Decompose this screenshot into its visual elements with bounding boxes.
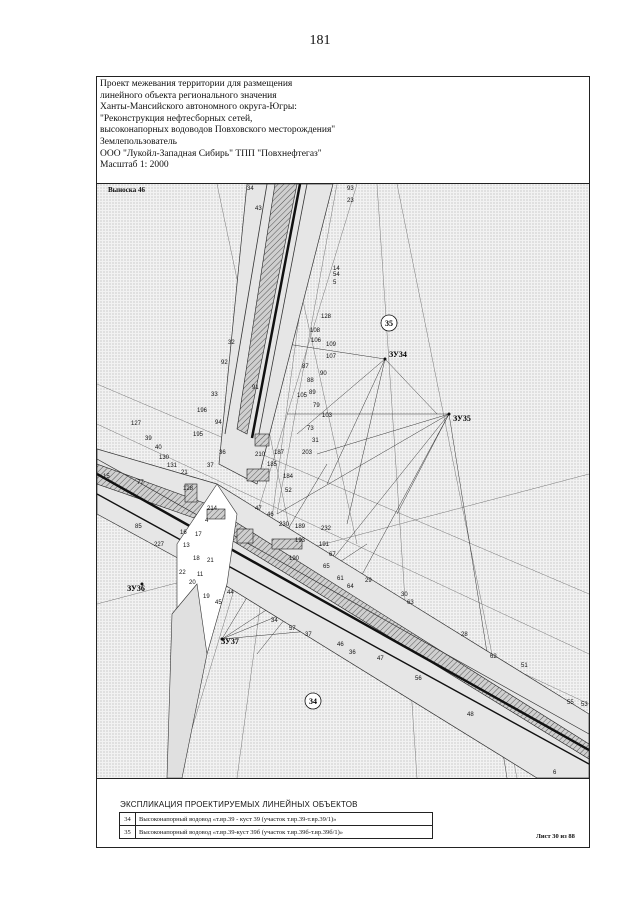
point-number-label: 64	[347, 584, 354, 590]
point-number-label: 106	[311, 338, 322, 344]
legend-divider	[97, 778, 589, 779]
point-number-label: 210	[255, 452, 266, 458]
point-number-label: 16	[180, 530, 187, 536]
title-line: Ханты-Мансийского автономного округа-Югры:	[100, 102, 297, 113]
point-number-label: 5	[333, 280, 337, 286]
point-number-label: 52	[285, 488, 292, 494]
point-number-label: 193	[295, 538, 306, 544]
scale-label: Масштаб 1: 2000	[100, 160, 169, 171]
point-number-label: 34	[271, 618, 278, 624]
point-number-label: 36	[219, 450, 226, 456]
point-number-label: 79	[313, 403, 320, 409]
point-number-label: 57	[289, 626, 296, 632]
point-number-label: 91	[252, 385, 259, 391]
point-number-label: 30	[401, 592, 408, 598]
point-number-label: 185	[267, 462, 278, 468]
point-number-label: 56	[415, 676, 422, 682]
point-number-label: 232	[321, 526, 332, 532]
point-number-label: 43	[255, 206, 262, 212]
legend-description: Высоконапорный водовод «т.вр.39 - куст 39 (участок т.вр.39-т.вр.39/1)»	[136, 813, 433, 826]
point-number-label: 46	[267, 512, 274, 518]
point-number-label: 11	[197, 572, 204, 578]
point-number-label: 85	[135, 524, 142, 530]
point-number-label: 51	[521, 663, 528, 669]
title-line: линейного объекта регионального значения	[100, 90, 277, 101]
point-number-label: 108	[310, 328, 321, 334]
point-number-label: 47	[255, 506, 262, 512]
point-number-label: 227	[154, 542, 165, 548]
point-number-label: 32	[228, 340, 235, 346]
land-user-name: ООО "Лукойл-Западная Сибирь" ТПП "Повхнефтегаз"	[100, 148, 322, 159]
point-number-label: 128	[321, 314, 332, 320]
point-number-label: 4	[205, 518, 209, 524]
point-number-label: 184	[283, 474, 294, 480]
point-number-label: 128	[183, 486, 194, 492]
page-number: 181	[309, 33, 331, 48]
map-drawing	[97, 184, 589, 778]
title-line: высоконапорных водоводов Повховского месторождения"	[100, 125, 336, 136]
point-number-label: 73	[307, 426, 314, 432]
zone-label-zu36: ЗУ36	[127, 584, 145, 593]
legend-row	[120, 813, 433, 826]
point-number-label: 90	[320, 371, 327, 377]
point-number-label: 195	[193, 432, 204, 438]
point-number-label: 61	[337, 576, 344, 582]
point-number-label: 37	[305, 632, 312, 638]
point-number-label: 34	[247, 186, 254, 192]
legend-title: ЭКСПЛИКАЦИЯ ПРОЕКТИРУЕМЫХ ЛИНЕЙНЫХ ОБЪЕКТОВ	[120, 800, 358, 809]
point-number-label: 48	[467, 712, 474, 718]
point-number-label: 45	[215, 600, 222, 606]
point-number-label: 14	[333, 266, 340, 272]
point-number-label: 15	[103, 474, 110, 480]
point-number-label: 31	[312, 438, 319, 444]
point-number-label: 230	[279, 522, 290, 528]
point-number-label: 65	[323, 564, 330, 570]
title-block	[100, 79, 385, 172]
point-number-label: 189	[295, 524, 306, 530]
point-number-label: 54	[333, 272, 340, 278]
circle-label-34: 34	[309, 697, 317, 706]
point-number-label: 36	[349, 650, 356, 656]
point-number-label: 87	[302, 364, 309, 370]
point-number-label: 55	[567, 700, 574, 706]
point-number-label: 53	[581, 702, 588, 708]
point-number-label: 77	[137, 480, 144, 486]
point-number-label: 6	[553, 770, 557, 776]
point-number-label: 62	[490, 654, 497, 660]
point-number-label: 46	[337, 642, 344, 648]
cadastral-map	[97, 184, 589, 778]
point-number-label: 107	[326, 354, 337, 360]
point-number-label: 19	[203, 594, 210, 600]
land-user-label: Землепользователь	[100, 136, 177, 147]
point-number-label: 21	[207, 558, 214, 564]
legend-row	[120, 826, 433, 839]
point-number-label: 17	[195, 532, 202, 538]
legend-description: Высоконапорный водовод «т.вр.39-куст 39б (участок т.вр.39б-т.вр.39б/1)»	[136, 826, 433, 839]
point-number-label: 63	[407, 600, 414, 606]
point-number-label: 93	[347, 186, 354, 192]
point-number-label: 203	[302, 450, 313, 456]
point-number-label: 92	[221, 360, 228, 366]
point-number-label: 89	[309, 390, 316, 396]
point-number-label: 20	[189, 580, 196, 586]
inset-label: Выноска 46	[108, 186, 145, 194]
point-number-label: 22	[179, 570, 186, 576]
circle-label-35: 35	[385, 319, 393, 328]
point-number-label: 67	[329, 552, 336, 558]
legend-number: 35	[120, 826, 136, 839]
title-line: Проект межевания территории для размещения	[100, 79, 293, 89]
point-number-label: 33	[211, 392, 218, 398]
point-number-label: 47	[377, 656, 384, 662]
point-number-label: 39	[145, 436, 152, 442]
point-number-label: 37	[207, 463, 214, 469]
title-line: "Реконструкция нефтесборных сетей,	[100, 113, 253, 124]
zone-label-zu35: ЗУ35	[453, 414, 471, 423]
point-number-label: 187	[274, 450, 285, 456]
point-number-label: 103	[322, 413, 333, 419]
point-number-label: 130	[159, 455, 170, 461]
point-number-label: 13	[183, 543, 190, 549]
point-number-label: 23	[347, 198, 354, 204]
sheet-number: Лист 30 из 88	[536, 833, 575, 840]
zone-label-zu37: ЗУ37	[221, 637, 239, 646]
point-number-label: 28	[461, 632, 468, 638]
point-number-label: 21	[181, 470, 188, 476]
legend-number: 34	[120, 813, 136, 826]
point-number-label: 88	[307, 378, 314, 384]
point-number-label: 190	[289, 556, 300, 562]
legend-table	[119, 812, 433, 839]
zone-label-zu34: ЗУ34	[389, 350, 407, 359]
point-number-label: 44	[227, 590, 234, 596]
point-number-label: 40	[155, 445, 162, 451]
point-number-label: 29	[365, 578, 372, 584]
point-number-label: 191	[319, 542, 330, 548]
point-number-label: 214	[207, 506, 218, 512]
point-number-label: 105	[297, 393, 308, 399]
point-number-label: 131	[167, 463, 178, 469]
point-number-label: 18	[193, 556, 200, 562]
point-number-label: 127	[131, 421, 142, 427]
point-number-label: 109	[326, 342, 337, 348]
point-number-label: 196	[197, 408, 208, 414]
point-number-label: 94	[215, 420, 222, 426]
